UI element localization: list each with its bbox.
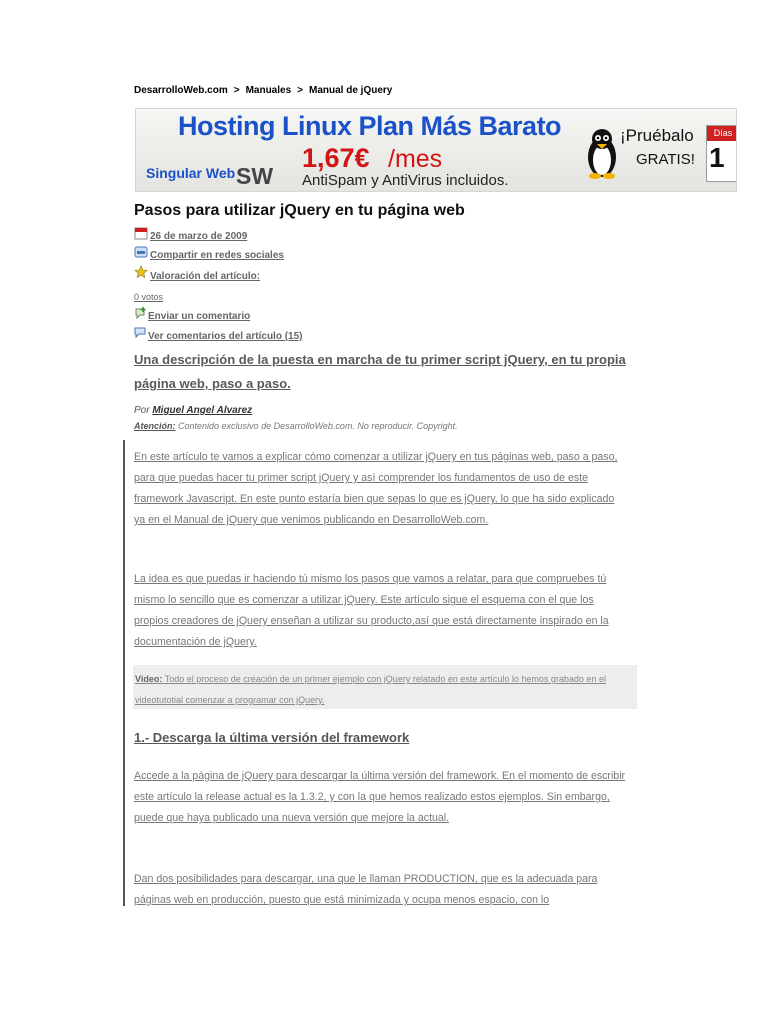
paragraph-options: Dan dos posibilidades para descargar, una que le llaman PRODUCTION, que es la adecuada para páginas web en producción, puesto que está minimizada y ocupa menos espacio, con lo xyxy=(134,873,598,906)
banner-brand: Singular Web xyxy=(146,165,236,181)
calendar-icon xyxy=(134,226,148,240)
author-line xyxy=(134,405,252,416)
banner-headline: Hosting Linux Plan Más Barato xyxy=(178,111,562,141)
breadcrumb xyxy=(134,85,395,96)
rating-link[interactable]: Valoración del artículo: xyxy=(150,271,261,282)
paragraph-download: Accede a la página de jQuery para descargar la última versión del framework. En el momento de escribir este artículo la release actual es la 1.3.2, y con la que hemos realizado estos ejemplos. Sin embargo, puede que haya publicado una nueva versión que mejore la actual. xyxy=(134,770,626,824)
author-prefix: Por xyxy=(134,405,150,416)
section-heading-download: 1.- Descarga la última versión del framework xyxy=(134,730,410,745)
banner-subtext: AntiSpam y AntiVirus incluidos. xyxy=(302,172,509,189)
banner-promo-line2: GRATIS! xyxy=(636,151,695,168)
left-margin-rule xyxy=(123,440,125,906)
notice-text: Contenido exclusivo de DesarrolloWeb.com. No reproducir. Copyright. xyxy=(178,421,458,431)
article-subtitle: Una descripción de la puesta en marcha de tu primer script jQuery, en tu propia página web, paso a paso. xyxy=(134,352,626,391)
calendar-number: 1 xyxy=(709,142,725,173)
banner-price: 1,67€ xyxy=(302,143,370,173)
breadcrumb-item-manual-jquery[interactable]: Manual de jQuery xyxy=(309,85,393,96)
video-description[interactable]: Todo el proceso de creación de un primer ejemplo con jQuery relatado en este artículo lo hemos grabado en el videotutotial comenzar a programar con jQuery. xyxy=(135,674,606,705)
calendar-days-icon xyxy=(706,125,737,182)
breadcrumb-separator: > xyxy=(297,85,303,96)
notice-label: Atención: xyxy=(134,421,176,431)
star-icon xyxy=(134,265,148,279)
banner-price-unit: /mes xyxy=(388,145,443,173)
send-comment-link[interactable]: Enviar un comentario xyxy=(148,311,251,322)
comment-add-icon xyxy=(134,306,148,320)
video-callout xyxy=(133,665,637,709)
copyright-notice xyxy=(134,421,458,431)
page-title: Pasos para utilizar jQuery en tu página web xyxy=(134,202,465,219)
banner-brand-mark: SW xyxy=(236,163,274,189)
view-comments-link[interactable]: Ver comentarios del artículo (15) xyxy=(148,331,303,342)
breadcrumb-item-manuales[interactable]: Manuales xyxy=(245,85,292,96)
breadcrumb-separator: > xyxy=(233,85,240,96)
paragraph-idea: La idea es que puedas ir haciendo tú mismo los pasos que vamos a relatar, para que compruebes tú mismo lo sencillo que es comenzar a utilizar jQuery. Este artículo sigue el esquema con el que los propios creadores de jQuery enseñan a utilizar su producto,así que está directamente inspirado en la documentación de jQuery. xyxy=(134,573,609,648)
hosting-ad-banner[interactable] xyxy=(135,108,737,192)
author-name[interactable]: Miguel Angel Alvarez xyxy=(152,405,253,416)
paragraph-intro: En este artículo te vamos a explicar cómo comenzar a utilizar jQuery en tus páginas web, paso a paso, para que puedas hacer tu primer script jQuery y así comprender los fundamentos de uso de este framework Javascript. En este punto estaría bien que sepas lo que es jQuery, lo que ha sido explicado ya en el Manual de jQuery que venimos publicando en DesarrolloWeb.com. xyxy=(134,451,618,526)
share-icon xyxy=(134,245,148,259)
article-date[interactable]: 26 de marzo de 2009 xyxy=(150,231,248,242)
share-link[interactable]: Compartir en redes sociales xyxy=(150,250,284,261)
video-label: Video: xyxy=(135,674,163,684)
penguin-icon xyxy=(585,127,619,179)
calendar-label: Días xyxy=(707,126,737,141)
video-callout-text xyxy=(135,669,635,711)
votes-count[interactable]: 0 votos xyxy=(134,292,164,302)
breadcrumb-item-home[interactable]: DesarrolloWeb.com xyxy=(134,85,228,96)
comments-icon xyxy=(134,326,148,340)
banner-promo-line1: ¡Pruébalo xyxy=(620,126,694,145)
